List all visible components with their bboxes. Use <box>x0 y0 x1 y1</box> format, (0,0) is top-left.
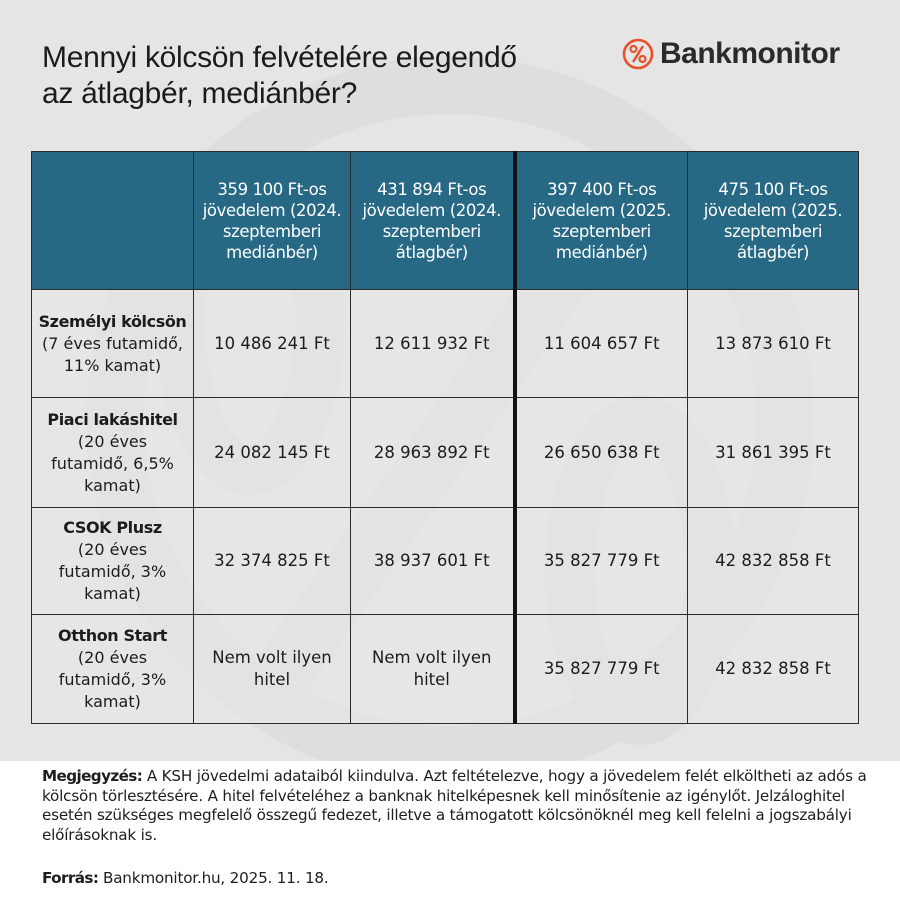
note-label: Megjegyzés: <box>42 767 143 785</box>
loan-type-name: Otthon Start <box>58 626 167 645</box>
percent-circle-icon <box>622 38 654 70</box>
bankmonitor-logo <box>622 36 840 72</box>
loan-type-desc: (20 éves <box>77 540 148 559</box>
header-line: szeptemberi <box>222 221 322 241</box>
header-line: 359 100 Ft-os <box>217 179 327 199</box>
table-cell: 35 827 779 Ft <box>515 508 688 615</box>
table-cell: 26 650 638 Ft <box>515 398 688 508</box>
logo-text: Bankmonitor <box>660 37 840 70</box>
header-line: szeptemberi <box>382 221 481 241</box>
source-label: Forrás: <box>42 869 99 887</box>
header-line: mediánbér) <box>226 242 318 262</box>
page-title <box>42 40 612 112</box>
loan-type-desc: 11% kamat) <box>63 355 162 375</box>
table-header-row <box>32 152 859 290</box>
cell-line: hitel <box>413 670 450 689</box>
table-cell: 12 611 932 Ft <box>351 290 515 398</box>
header-line: 431 894 Ft-os <box>377 179 487 199</box>
loan-type-name: Személyi kölcsön <box>38 311 187 331</box>
table-row <box>32 398 859 508</box>
cell-line: Nem volt ilyen <box>371 648 492 667</box>
row-header <box>32 398 194 508</box>
column-header <box>351 152 515 290</box>
table-cell: 10 486 241 Ft <box>194 290 351 398</box>
header-line: szeptemberi <box>723 221 823 241</box>
table-cell <box>351 615 515 724</box>
row-header <box>32 290 194 398</box>
title-line-2: az átlagbér, mediánbér? <box>42 77 357 110</box>
header-line: szeptemberi <box>552 221 651 241</box>
header-line: átlagbér) <box>395 242 468 262</box>
header-line: jövedelem (2025. <box>703 200 843 220</box>
loan-type-desc: (20 éves <box>77 648 148 667</box>
loan-type-desc: futamidő, 6,5% <box>51 453 174 473</box>
table-row <box>32 615 859 724</box>
loan-type-desc: futamidő, 3% <box>58 562 167 581</box>
loan-type-desc: kamat) <box>84 475 141 495</box>
table-cell: 13 873 610 Ft <box>688 290 859 398</box>
loan-type-desc: futamidő, 3% <box>58 670 167 689</box>
row-header <box>32 508 194 615</box>
table-cell: 38 937 601 Ft <box>351 508 515 615</box>
column-header <box>688 152 859 290</box>
footnote <box>42 767 872 845</box>
table-row <box>32 508 859 615</box>
table-cell: 32 374 825 Ft <box>194 508 351 615</box>
table-row <box>32 290 859 398</box>
table-cell: 28 963 892 Ft <box>351 398 515 508</box>
table-cell: 42 832 858 Ft <box>688 508 859 615</box>
table-cell: 11 604 657 Ft <box>515 290 688 398</box>
title-line-1: Mennyi kölcsön felvételére elegendő <box>42 41 517 74</box>
loan-comparison-table <box>31 151 859 724</box>
source-line <box>42 869 329 889</box>
header-line: jövedelem (2025. <box>532 200 672 220</box>
cell-line: hitel <box>253 670 291 689</box>
loan-type-desc: kamat) <box>84 692 141 711</box>
loan-type-name: CSOK Plusz <box>63 518 162 537</box>
loan-type-desc: (7 éves futamidő, <box>42 333 183 353</box>
column-header <box>515 152 688 290</box>
header-empty-cell <box>32 152 194 290</box>
table-cell <box>194 615 351 724</box>
loan-type-desc: kamat) <box>84 584 141 603</box>
row-header <box>32 615 194 724</box>
note-text: A KSH jövedelmi adataiból kiindulva. Azt feltételezve, hogy a jövedelem felét elköltheti az adós a kölcsön törlesztésére. A hitel felvételéhez a banknak hitelképesnek kell minősítenie az igénylőt. Jelzáloghitel esetén szükséges megfelelő összegű fedezet, illetve a támogatott kölcsönöknél meg kell felelni a jogszabályi előírásoknak is. <box>42 767 867 844</box>
header-line: 475 100 Ft-os <box>718 179 828 199</box>
table-cell: 35 827 779 Ft <box>515 615 688 724</box>
header-line: jövedelem (2024. <box>362 200 502 220</box>
table-cell: 24 082 145 Ft <box>194 398 351 508</box>
table-cell: 31 861 395 Ft <box>688 398 859 508</box>
header-line: mediánbér) <box>555 242 648 262</box>
footer <box>0 761 900 900</box>
table-cell: 42 832 858 Ft <box>688 615 859 724</box>
cell-line: Nem volt ilyen <box>212 648 332 667</box>
loan-type-desc: (20 éves <box>77 431 148 451</box>
loan-type-name: Piaci lakáshitel <box>47 409 178 429</box>
source-text: Bankmonitor.hu, 2025. 11. 18. <box>98 869 329 887</box>
header-line: jövedelem (2024. <box>202 200 342 220</box>
header-line: 397 400 Ft-os <box>547 179 657 199</box>
header-line: átlagbér) <box>737 242 809 262</box>
column-header <box>194 152 351 290</box>
